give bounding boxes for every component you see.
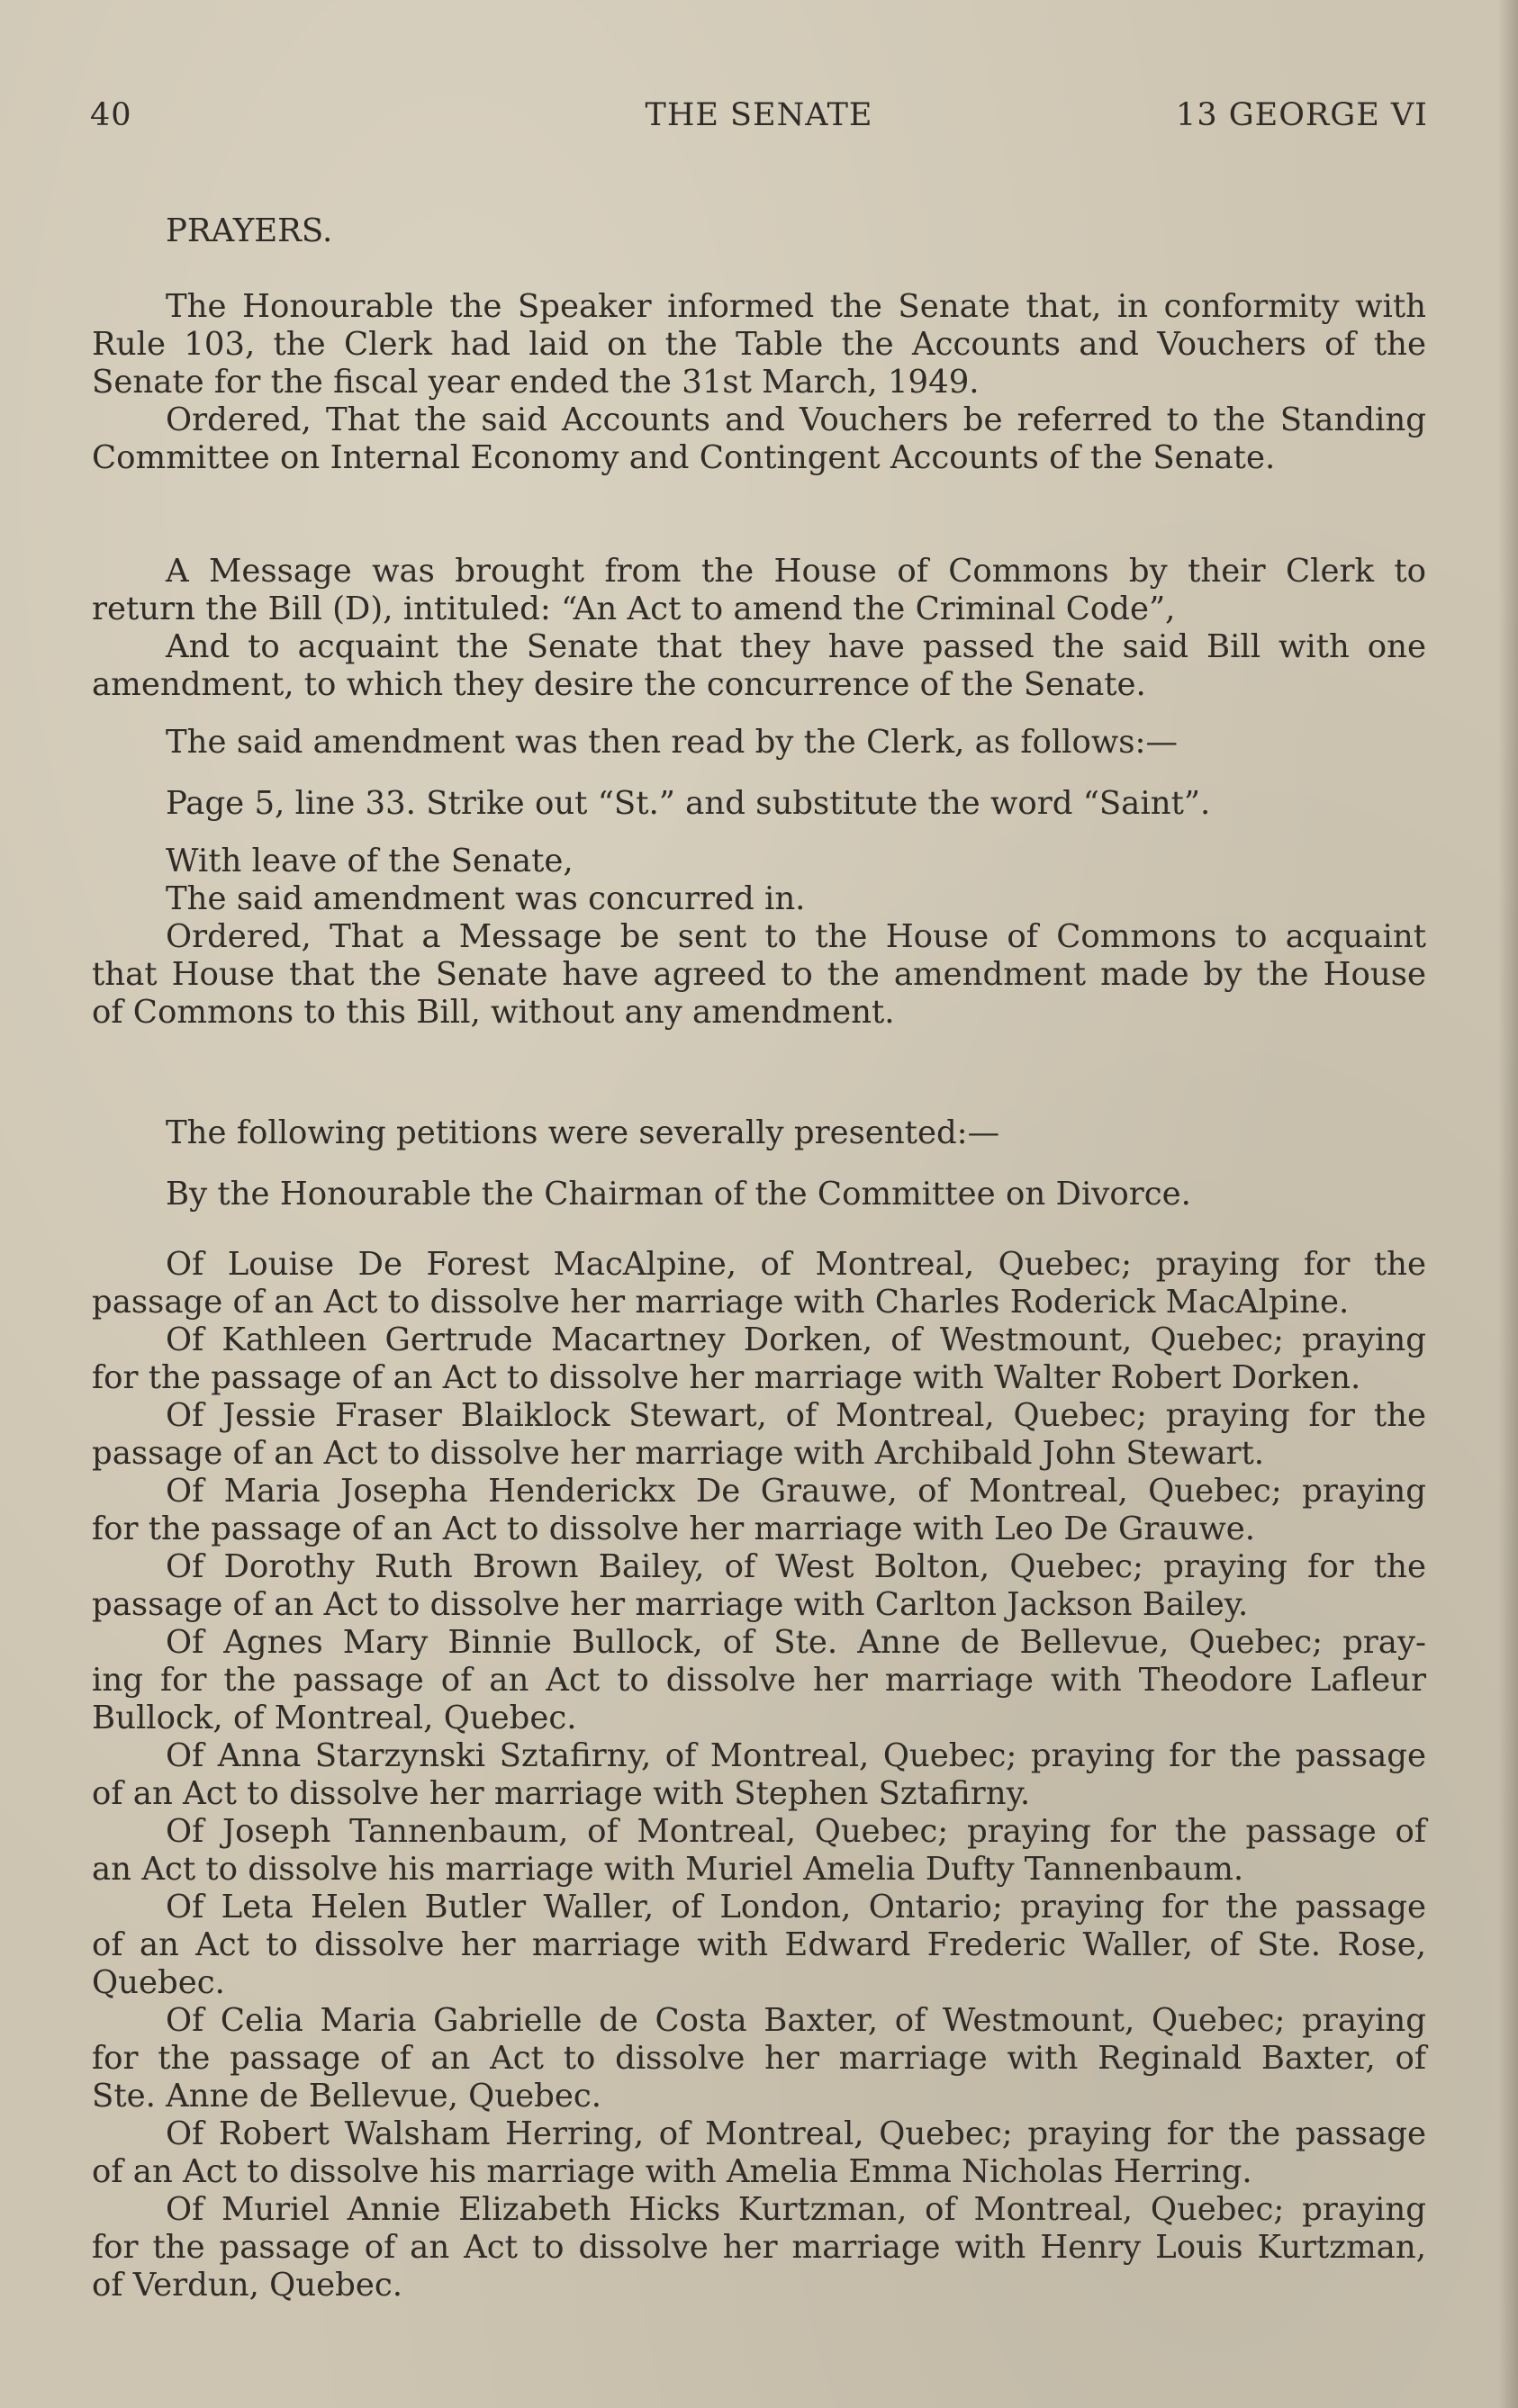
- petition-line: for the passage of an Act to dissolve her marriage with Henry Louis Kurtzman,: [92, 2229, 1426, 2266]
- petition-line: Of Kathleen Gertrude Macartney Dorken, of Westmount, Quebec; praying: [166, 1321, 1426, 1358]
- petition-line: Of Anna Starzynski Sztafirny, of Montreal, Quebec; praying for the passage: [166, 1737, 1426, 1774]
- petition-line: Ste. Anne de Bellevue, Quebec.: [92, 2078, 602, 2115]
- petition-line: of an Act to dissolve her marriage with Edward Frederic Waller, of Ste. Rose,: [92, 1926, 1426, 1963]
- paragraph-line: Committee on Internal Economy and Contingent Accounts of the Senate.: [92, 439, 1276, 476]
- paragraph-line: Senate for the fiscal year ended the 31st March, 1949.: [92, 364, 980, 401]
- petition-line: Of Robert Walsham Herring, of Montreal, Quebec; praying for the passage: [166, 2115, 1426, 2152]
- petition-line: of Verdun, Quebec.: [92, 2267, 403, 2304]
- petitions-intro: The following petitions were severally presented:—: [166, 1114, 1000, 1151]
- petition-line: Of Joseph Tannenbaum, of Montreal, Quebec; praying for the passage of: [166, 1813, 1426, 1850]
- petition-line: ing for the passage of an Act to dissolve her marriage with Theodore Lafleur: [92, 1662, 1426, 1699]
- page-number: 40: [90, 97, 132, 133]
- paragraph-line: A Message was brought from the House of Commons by their Clerk to: [166, 553, 1426, 590]
- paragraph-line: Ordered, That the said Accounts and Vouchers be referred to the Standing: [166, 401, 1426, 438]
- petition-line: passage of an Act to dissolve her marriage with Archibald John Stewart.: [92, 1435, 1265, 1472]
- paragraph-line: The Honourable the Speaker informed the Senate that, in conformity with: [166, 288, 1426, 325]
- paragraph-line: of Commons to this Bill, without any amendment.: [92, 994, 895, 1031]
- regnal-year: 13 GEORGE VI: [1176, 97, 1428, 133]
- petition-line: for the passage of an Act to dissolve her marriage with Walter Robert Dorken.: [92, 1359, 1361, 1396]
- petition-line: Of Agnes Mary Binnie Bullock, of Ste. Anne de Bellevue, Quebec; pray-: [166, 1624, 1426, 1661]
- petition-line: an Act to dissolve his marriage with Muriel Amelia Dufty Tannenbaum.: [92, 1851, 1244, 1888]
- petition-line: of an Act to dissolve his marriage with Amelia Emma Nicholas Herring.: [92, 2153, 1252, 2190]
- petition-line: for the passage of an Act to dissolve her marriage with Reginald Baxter, of: [92, 2040, 1426, 2077]
- petitions-presenter: By the Honourable the Chairman of the Committee on Divorce.: [166, 1176, 1191, 1213]
- petition-line: Of Maria Josepha Henderickx De Grauwe, of Montreal, Quebec; praying: [166, 1473, 1426, 1510]
- paragraph-line: return the Bill (D), intituled: “An Act to amend the Criminal Code”,: [92, 591, 1176, 627]
- amendment-read: The said amendment was then read by the Clerk, as follows:—: [166, 724, 1178, 761]
- header-title: THE SENATE: [645, 97, 873, 133]
- petition-line: of an Act to dissolve her marriage with Stephen Sztafirny.: [92, 1775, 1031, 1812]
- petition-line: Quebec.: [92, 1964, 225, 2001]
- petition-line: passage of an Act to dissolve her marriage with Carlton Jackson Bailey.: [92, 1586, 1249, 1623]
- petition-line: passage of an Act to dissolve her marriage with Charles Roderick MacAlpine.: [92, 1284, 1350, 1321]
- petition-line: Of Jessie Fraser Blaiklock Stewart, of Montreal, Quebec; praying for the: [166, 1397, 1426, 1434]
- petition-line: Of Dorothy Ruth Brown Bailey, of West Bolton, Quebec; praying for the: [166, 1548, 1426, 1585]
- petition-line: Of Celia Maria Gabrielle de Costa Baxter, of Westmount, Quebec; praying: [166, 2002, 1426, 2039]
- prayers-heading: PRAYERS.: [166, 212, 333, 249]
- running-header: [90, 97, 1428, 142]
- page-edge-shadow: [1498, 0, 1518, 2408]
- paragraph-line: The said amendment was concurred in.: [166, 880, 806, 917]
- paragraph-line: amendment, to which they desire the concurrence of the Senate.: [92, 666, 1146, 703]
- amendment-text: Page 5, line 33. Strike out “St.” and substitute the word “Saint”.: [166, 785, 1211, 822]
- petition-line: Of Muriel Annie Elizabeth Hicks Kurtzman, of Montreal, Quebec; praying: [166, 2191, 1426, 2228]
- paragraph-line: And to acquaint the Senate that they have passed the said Bill with one: [166, 628, 1426, 665]
- petition-line: for the passage of an Act to dissolve her marriage with Leo De Grauwe.: [92, 1511, 1256, 1547]
- paragraph-line: With leave of the Senate,: [166, 843, 574, 879]
- petition-line: Of Louise De Forest MacAlpine, of Montreal, Quebec; praying for the: [166, 1246, 1426, 1283]
- paragraph-line: that House that the Senate have agreed to the amendment made by the House: [92, 956, 1426, 993]
- petition-line: Of Leta Helen Butler Waller, of London, Ontario; praying for the passage: [166, 1889, 1426, 1925]
- petition-line: Bullock, of Montreal, Quebec.: [92, 1700, 577, 1736]
- paragraph-line: Ordered, That a Message be sent to the House of Commons to acquaint: [166, 918, 1426, 955]
- paragraph-line: Rule 103, the Clerk had laid on the Table the Accounts and Vouchers of the: [92, 326, 1426, 363]
